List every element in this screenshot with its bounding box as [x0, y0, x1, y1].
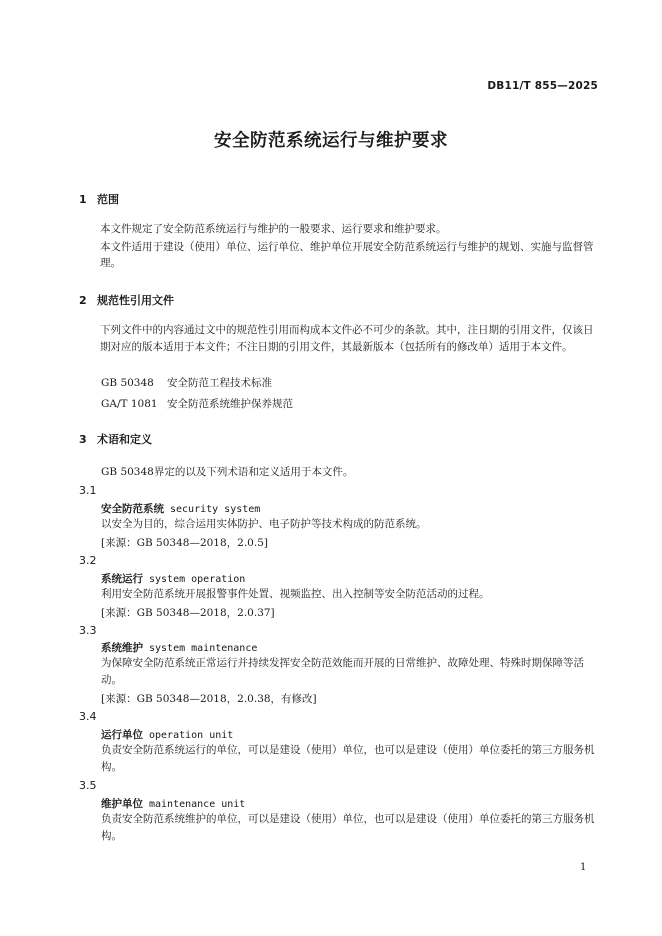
term-title [101, 640, 257, 655]
term-title [101, 501, 260, 516]
reference-code: GB 50348 [101, 377, 154, 389]
section-1-paragraph-1: 本文件规定了安全防范系统运行与维护的一般要求、运行要求和维护要求。 [100, 223, 447, 235]
section-1-number: 1 [79, 193, 87, 206]
term-en: maintenance unit [149, 799, 246, 810]
section-2-title: 规范性引用文件 [97, 294, 174, 307]
term-zh: 安全防范系统 [101, 503, 164, 515]
section-1-heading [79, 191, 119, 207]
section-1-title: 范围 [97, 193, 119, 206]
term-en: security system [170, 504, 261, 515]
term-title [101, 571, 245, 586]
term-en: operation unit [149, 730, 234, 741]
section-2-number: 2 [79, 294, 87, 307]
term-title [101, 796, 245, 811]
term-number: 3.2 [79, 554, 97, 567]
section-2-paragraph-1: 下列文件中的内容通过文中的规范性引用而构成本文件必不可少的条款。其中，注日期的引用文件，仅该日期对应的版本适用于本文件；不注日期的引用文件，其最新版本（包括所有的修改单）适用于本文件。 [100, 324, 594, 353]
term-en: system maintenance [149, 643, 258, 654]
reference-item [101, 396, 293, 411]
term-definition: 负责安全防范系统维护的单位，可以是建设（使用）单位，也可以是建设（使用）单位委托的第三方服务机构。 [101, 813, 595, 842]
term-definition: 为保障安全防范系统正常运行并持续发挥安全防范效能而开展的日常维护、故障处理、特殊时期保障等活动。 [101, 657, 584, 686]
term-title [101, 727, 233, 742]
section-3-heading [79, 431, 152, 447]
term-number: 3.5 [79, 779, 97, 792]
term-definition: 负责安全防范系统运行的单位，可以是建设（使用）单位，也可以是建设（使用）单位委托的第三方服务机构。 [101, 744, 595, 773]
page-number: 1 [580, 862, 587, 873]
section-2-heading [79, 292, 174, 308]
document-number: DB11/T 855—2025 [487, 80, 598, 92]
term-en: system operation [149, 574, 246, 585]
term-definition: 以安全为目的，综合运用实体防护、电子防护等技术构成的防范系统。 [101, 518, 427, 530]
term-number: 3.3 [79, 624, 97, 637]
term-zh: 系统运行 [101, 573, 143, 585]
term-zh: 系统维护 [101, 642, 143, 654]
term-zh: 运行单位 [101, 729, 143, 741]
term-zh: 维护单位 [101, 798, 143, 810]
reference-code: GA/T 1081 [101, 398, 158, 410]
reference-item [101, 375, 272, 390]
section-3-title: 术语和定义 [97, 433, 152, 446]
term-source: [来源：GB 50348—2018，2.0.38，有修改] [101, 693, 317, 705]
term-source: [来源：GB 50348—2018，2.0.37] [101, 607, 275, 619]
term-number: 3.4 [79, 710, 97, 723]
reference-name: 安全防范系统维护保养规范 [167, 398, 293, 410]
section-3-intro: GB 50348界定的以及下列术语和定义适用于本文件。 [101, 466, 354, 478]
section-3-number: 3 [79, 433, 87, 446]
reference-name: 安全防范工程技术标准 [167, 377, 272, 389]
section-1-paragraph-2: 本文件适用于建设（使用）单位、运行单位、维护单位开展安全防范系统运行与维护的规划、实施与监督管理。 [100, 241, 594, 269]
term-number: 3.1 [79, 484, 97, 497]
term-source: [来源：GB 50348—2018，2.0.5] [101, 537, 268, 549]
document-title: 安全防范系统运行与维护要求 [214, 131, 448, 151]
term-definition: 利用安全防范系统开展报警事件处置、视频监控、出入控制等安全防范活动的过程。 [101, 588, 490, 600]
